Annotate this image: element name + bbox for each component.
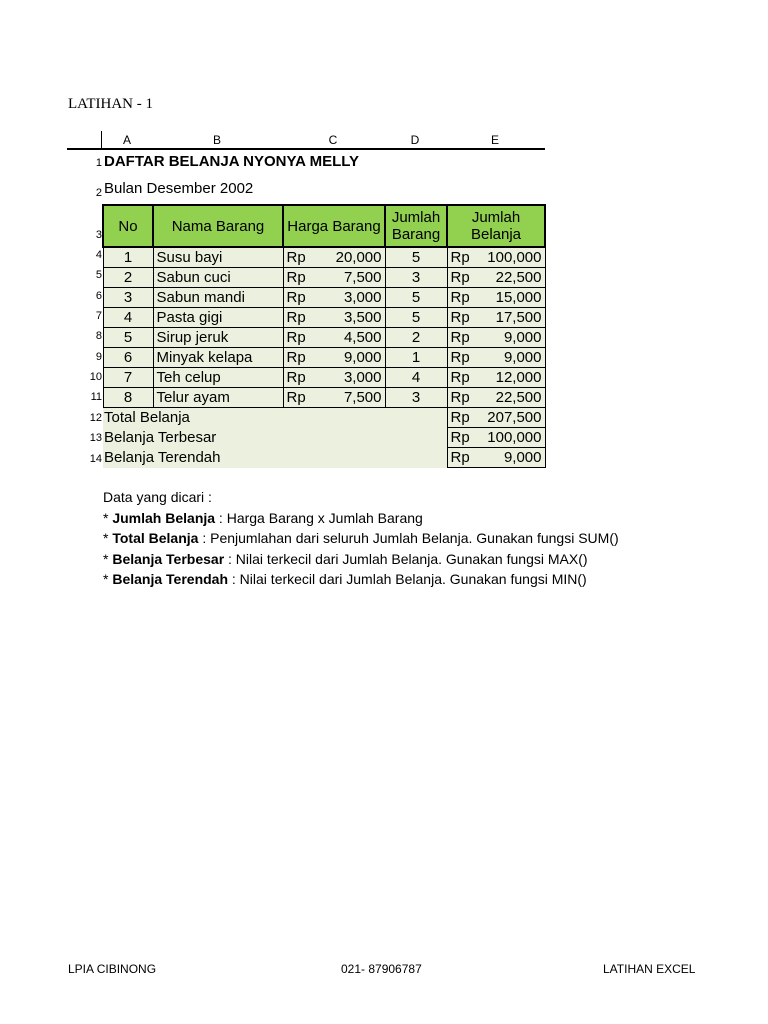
table-row (103, 388, 545, 408)
sheet-subtitle[interactable]: Bulan Desember 2002 (104, 180, 254, 197)
table-row (103, 368, 545, 388)
cell-harga-barang[interactable] (283, 328, 385, 348)
amount: 7,500 (343, 389, 382, 406)
note-description: : Nilai terkecil dari Jumlah Belanja. Gunakan fungsi MIN() (228, 571, 587, 587)
shopping-table (102, 204, 546, 468)
currency-label: Rp (450, 429, 470, 446)
cell-jumlah-barang[interactable]: 5 (385, 247, 447, 268)
row-number[interactable]: 2 (95, 187, 102, 199)
cell-no[interactable]: 7 (103, 368, 153, 388)
note-description: : Harga Barang x Jumlah Barang (215, 509, 423, 526)
note-term: Total Belanja (112, 530, 199, 546)
note-term: Jumlah Belanja (112, 509, 216, 526)
currency-label: Rp (286, 289, 306, 306)
currency-label: Rp (286, 309, 306, 326)
amount: 100,000 (487, 429, 542, 446)
currency-label: Rp (450, 289, 470, 306)
currency-label: Rp (286, 249, 306, 266)
row-number[interactable]: 11 (90, 391, 102, 403)
note-item (103, 569, 619, 590)
table-row (103, 348, 545, 368)
summary-label[interactable]: Belanja Terbesar (103, 428, 447, 448)
amount: 4,500 (343, 329, 382, 346)
note-bullet: * (103, 530, 113, 546)
sheet-title[interactable]: DAFTAR BELANJA NYONYA MELLY (104, 153, 360, 170)
cell-harga-barang[interactable] (283, 288, 385, 308)
cell-no[interactable]: 5 (103, 328, 153, 348)
cell-jumlah-belanja[interactable] (447, 288, 545, 308)
note-item (103, 549, 619, 570)
currency-label: Rp (286, 389, 306, 406)
row-number[interactable]: 7 (95, 310, 102, 322)
amount: 15,000 (495, 289, 542, 306)
amount: 22,500 (495, 389, 542, 406)
cell-jumlah-belanja[interactable] (447, 308, 545, 328)
row-number[interactable]: 4 (95, 249, 102, 261)
amount: 9,000 (503, 329, 542, 346)
amount: 100,000 (487, 249, 542, 266)
currency-label: Rp (450, 329, 470, 346)
header-line: Jumlah (471, 209, 521, 226)
table-summary (103, 408, 545, 468)
page-heading: LATIHAN - 1 (68, 96, 153, 112)
cell-harga-barang[interactable] (283, 368, 385, 388)
cell-jumlah-belanja[interactable] (447, 368, 545, 388)
summary-label[interactable]: Total Belanja (103, 408, 447, 428)
currency-label: Rp (450, 369, 470, 386)
note-item (103, 528, 619, 549)
cell-no[interactable]: 4 (103, 308, 153, 328)
cell-no[interactable]: 1 (103, 247, 153, 268)
row-number[interactable]: 12 (89, 412, 102, 424)
notes-intro: Data yang dicari : (103, 489, 212, 505)
currency-label: Rp (450, 449, 470, 466)
cell-nama-barang[interactable]: Sirup jeruk (153, 328, 283, 348)
header-rule (67, 148, 545, 150)
column-header-a[interactable]: A (122, 133, 131, 147)
cell-nama-barang[interactable]: Sabun mandi (153, 288, 283, 308)
note-bullet: * (103, 571, 113, 587)
summary-row (103, 408, 545, 428)
cell-no[interactable]: 8 (103, 388, 153, 408)
notes (103, 487, 619, 590)
summary-row (103, 448, 545, 468)
currency-label: Rp (450, 309, 470, 326)
cell-harga-barang[interactable] (283, 348, 385, 368)
cell-no[interactable]: 6 (103, 348, 153, 368)
note-description: : Nilai terkecil dari Jumlah Belanja. Gunakan fungsi MAX() (224, 550, 588, 567)
row-number[interactable]: 9 (95, 351, 102, 363)
currency-label: Rp (450, 269, 470, 286)
amount: 22,500 (495, 269, 542, 286)
cell-harga-barang[interactable] (283, 247, 385, 268)
table-row (103, 308, 545, 328)
footer-center: 021- 87906787 (341, 962, 422, 976)
table-body (103, 247, 545, 408)
footer-right: LATIHAN EXCEL (603, 962, 696, 976)
cell-jumlah-barang[interactable]: 3 (385, 388, 447, 408)
column-header-c[interactable]: C (328, 133, 338, 147)
note-item (103, 508, 619, 529)
cell-jumlah-barang[interactable]: 5 (385, 308, 447, 328)
cell-jumlah-barang[interactable]: 3 (385, 268, 447, 288)
currency-label: Rp (450, 349, 470, 366)
currency-label: Rp (450, 389, 470, 406)
currency-label: Rp (286, 349, 306, 366)
header-no[interactable]: No (103, 205, 153, 247)
amount: 17,500 (495, 309, 542, 326)
cell-no[interactable]: 3 (103, 288, 153, 308)
summary-value[interactable] (447, 428, 545, 448)
note-description: : Penjumlahan dari seluruh Jumlah Belanja. Gunakan fungsi SUM() (198, 530, 619, 546)
cell-jumlah-barang[interactable]: 2 (385, 328, 447, 348)
row-number[interactable]: 6 (95, 290, 102, 302)
header-line: Belanja (470, 226, 522, 243)
notes-list (103, 508, 619, 590)
table-row (103, 328, 545, 348)
header-line: Jumlah (391, 209, 441, 226)
column-header-b[interactable]: B (212, 133, 221, 147)
cell-jumlah-barang[interactable]: 5 (385, 288, 447, 308)
currency-label: Rp (286, 329, 306, 346)
table-header-row (103, 205, 545, 247)
note-term: Belanja Terbesar (112, 550, 225, 567)
row-number[interactable]: 1 (95, 157, 102, 169)
cell-jumlah-belanja[interactable] (447, 348, 545, 368)
cell-harga-barang[interactable] (283, 388, 385, 408)
note-bullet: * (103, 509, 113, 526)
summary-value[interactable] (447, 448, 545, 468)
table-row (103, 288, 545, 308)
cell-nama-barang[interactable]: Susu bayi (153, 247, 283, 268)
cell-no[interactable]: 2 (103, 268, 153, 288)
amount: 12,000 (495, 369, 542, 386)
note-term: Belanja Terendah (112, 571, 229, 587)
amount: 207,500 (487, 409, 542, 426)
row-number[interactable]: 14 (89, 453, 102, 465)
cell-nama-barang[interactable]: Pasta gigi (153, 308, 283, 328)
cell-jumlah-barang[interactable]: 4 (385, 368, 447, 388)
amount: 9,000 (503, 349, 542, 366)
column-header-e[interactable]: E (490, 133, 499, 147)
amount: 3,000 (343, 289, 382, 306)
row-number[interactable]: 3 (95, 229, 102, 241)
note-bullet: * (103, 550, 113, 567)
cell-nama-barang[interactable]: Minyak kelapa (153, 348, 283, 368)
header-jumlah-belanja[interactable] (447, 205, 545, 247)
amount: 7,500 (343, 269, 382, 286)
amount: 20,000 (335, 249, 382, 266)
row-number[interactable]: 10 (89, 371, 102, 383)
row-number[interactable]: 8 (95, 330, 102, 342)
summary-label[interactable]: Belanja Terendah (103, 448, 447, 468)
cell-jumlah-barang[interactable]: 1 (385, 348, 447, 368)
cell-jumlah-belanja[interactable] (447, 268, 545, 288)
amount: 3,000 (343, 369, 382, 386)
table-row (103, 268, 545, 288)
summary-row (103, 428, 545, 448)
cell-jumlah-belanja[interactable] (447, 388, 545, 408)
cell-nama-barang[interactable]: Sabun cuci (153, 268, 283, 288)
header-line: Barang (391, 226, 441, 243)
amount: 3,500 (343, 309, 382, 326)
header-nama-barang[interactable]: Nama Barang (153, 205, 283, 247)
cell-nama-barang[interactable]: Telur ayam (153, 388, 283, 408)
currency-label: Rp (286, 369, 306, 386)
currency-label: Rp (286, 269, 306, 286)
header-harga-barang[interactable]: Harga Barang (283, 205, 385, 247)
amount: 9,000 (343, 349, 382, 366)
cell-jumlah-belanja[interactable] (447, 247, 545, 268)
column-header-d[interactable]: D (410, 133, 420, 147)
table-row (103, 247, 545, 268)
header-jumlah-barang[interactable] (385, 205, 447, 247)
cell-nama-barang[interactable]: Teh celup (153, 368, 283, 388)
row-number[interactable]: 13 (89, 432, 102, 444)
cell-harga-barang[interactable] (283, 268, 385, 288)
cell-jumlah-belanja[interactable] (447, 328, 545, 348)
footer-left: LPIA CIBINONG (68, 962, 157, 976)
currency-label: Rp (450, 249, 470, 266)
amount: 9,000 (503, 449, 542, 466)
row-number[interactable]: 5 (95, 269, 102, 281)
currency-label: Rp (450, 409, 470, 426)
cell-harga-barang[interactable] (283, 308, 385, 328)
summary-value[interactable] (447, 408, 545, 428)
